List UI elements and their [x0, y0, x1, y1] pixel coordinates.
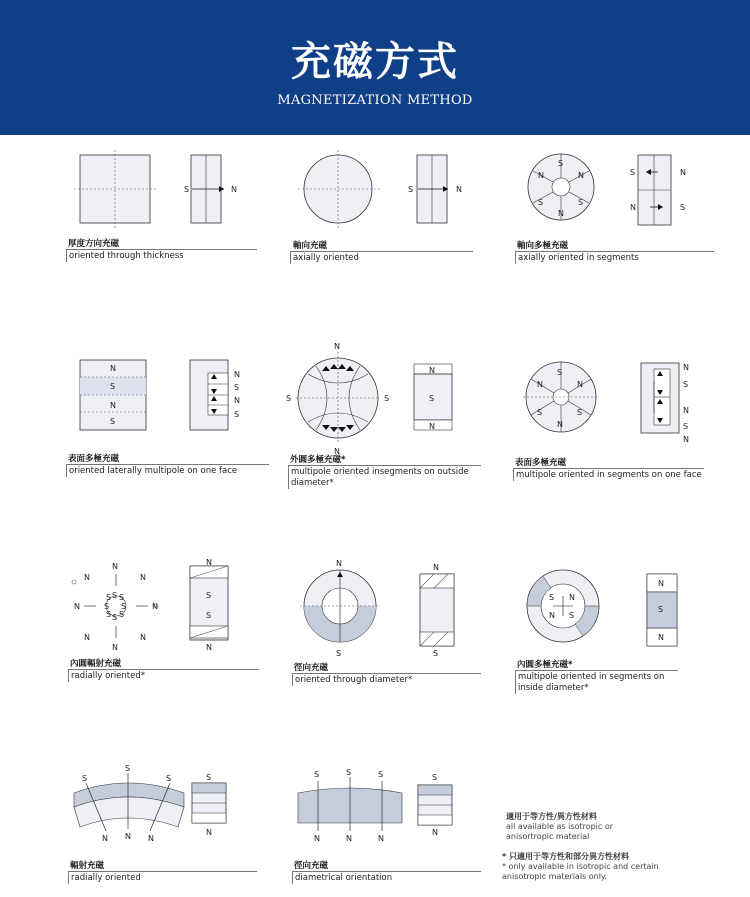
svg-text:S: S — [658, 605, 664, 614]
svg-text:N: N — [206, 828, 212, 837]
svg-text:S: S — [577, 408, 583, 417]
svg-text:N: N — [429, 422, 435, 431]
svg-text:S: S — [166, 774, 172, 783]
note-all-available — [506, 812, 666, 842]
diametrical-diagram — [290, 763, 510, 863]
outside-multipole-diagram — [286, 340, 506, 458]
svg-text:N: N — [683, 363, 689, 372]
svg-text:N: N — [336, 559, 342, 568]
svg-text:N: N — [683, 406, 689, 415]
svg-text:S: S — [104, 602, 110, 611]
label-cn: 徑向充磁 — [294, 663, 329, 673]
svg-text:S: S — [680, 203, 686, 212]
face-multipole-diagram — [513, 355, 733, 455]
svg-text:S: S — [112, 613, 118, 622]
svg-text:N: N — [152, 602, 158, 611]
svg-text:S: S — [184, 185, 190, 194]
svg-text:N: N — [74, 602, 80, 611]
label-cn: 厚度方向充磁 — [68, 239, 120, 249]
label-en: radially oriented* — [68, 669, 259, 682]
note-line2-en: * only available in isotropic and certain anisotropic materials only. — [502, 862, 659, 881]
method-through-diameter — [290, 559, 510, 692]
svg-text:N: N — [84, 633, 90, 642]
svg-text:N: N — [206, 558, 212, 567]
svg-text:S: S — [112, 591, 118, 600]
svg-text:N: N — [206, 643, 212, 652]
method-inner-radial — [66, 558, 286, 692]
inner-radial-diagram — [66, 558, 286, 662]
svg-text:N: N — [658, 579, 664, 588]
svg-text:S: S — [433, 649, 439, 658]
method-arc-radial — [66, 763, 286, 893]
svg-text:N: N — [334, 447, 340, 456]
svg-text:N: N — [429, 366, 435, 375]
svg-text:N: N — [346, 834, 352, 843]
svg-text:S: S — [106, 593, 112, 602]
svg-text:S: S — [110, 417, 116, 426]
label-cn: 表面多極充磁 — [68, 454, 120, 464]
label-en: multipole oriented insegments on outside diameter* — [288, 465, 481, 489]
label-en: axially oriented in segments — [515, 251, 714, 264]
svg-text:N: N — [557, 420, 563, 429]
header-banner — [0, 0, 750, 135]
svg-text:N: N — [558, 209, 564, 218]
svg-text:S: S — [384, 394, 390, 403]
svg-text:S: S — [569, 611, 575, 620]
svg-text:S: S — [206, 773, 212, 782]
svg-text:S: S — [121, 602, 127, 611]
page-subtitle: MAGNETIZATION METHOD — [277, 93, 473, 108]
svg-text:S: S — [549, 593, 555, 602]
note-line1-cn: 適用于等方性/異方性材料 — [506, 812, 597, 821]
svg-text:N: N — [658, 633, 664, 642]
svg-text:S: S — [110, 382, 116, 391]
svg-text:S: S — [106, 610, 112, 619]
svg-text:N: N — [148, 834, 154, 843]
svg-text:S: S — [206, 591, 212, 600]
svg-text:N: N — [84, 573, 90, 582]
svg-text:S: S — [630, 168, 636, 177]
label-en: diametrical orientation — [292, 871, 481, 884]
svg-text:N: N — [110, 401, 116, 410]
svg-text:N: N — [314, 834, 320, 843]
method-outside-multipole — [286, 340, 506, 500]
svg-text:N: N — [538, 171, 544, 180]
svg-text:S: S — [119, 610, 125, 619]
svg-text:S: S — [336, 649, 342, 658]
svg-text:S: S — [683, 422, 689, 431]
svg-text:S: S — [378, 770, 384, 779]
svg-text:S: S — [408, 185, 414, 194]
label-en: oriented through thickness — [66, 249, 257, 262]
method-thickness — [66, 150, 286, 270]
method-face-multipole — [513, 355, 743, 485]
label-cn: 內圓多極充磁* — [517, 660, 573, 670]
method-axial-segments — [513, 150, 733, 270]
svg-text:N: N — [234, 370, 240, 379]
svg-text:S: S — [119, 593, 125, 602]
method-diametrical — [290, 763, 510, 893]
svg-text:N: N — [140, 573, 146, 582]
note-line1-en: all available as isotropic or anisortropic material — [506, 822, 614, 841]
svg-text:S: S — [234, 383, 240, 392]
svg-text:N: N — [680, 168, 686, 177]
svg-text:N: N — [378, 834, 384, 843]
method-inside-multipole — [513, 562, 733, 702]
svg-text:S: S — [537, 408, 543, 417]
svg-text:S: S — [206, 611, 212, 620]
inside-multipole-diagram — [513, 562, 733, 662]
svg-text:N: N — [140, 633, 146, 642]
svg-text:N: N — [334, 342, 340, 351]
lateral-multipole-diagram — [66, 355, 286, 455]
svg-text:S: S — [125, 764, 131, 773]
label-en: axially oriented — [290, 251, 473, 264]
label-cn: 徑向充磁 — [294, 861, 329, 871]
label-cn: 外圓多極充磁* — [290, 455, 346, 465]
svg-text:S: S — [82, 774, 88, 783]
svg-text:S: S — [286, 394, 292, 403]
label-cn: 輻射充磁 — [70, 861, 105, 871]
svg-text:N: N — [549, 611, 555, 620]
svg-text:S: S — [578, 198, 584, 207]
svg-text:S: S — [429, 394, 435, 403]
label-en: oriented laterally multipole on one face — [66, 464, 269, 477]
arc-radial-diagram — [66, 763, 286, 863]
svg-text:N: N — [630, 203, 636, 212]
svg-text:N: N — [683, 435, 689, 444]
note-isotropic-only — [502, 852, 677, 882]
svg-text:N: N — [456, 185, 462, 194]
svg-text:N: N — [569, 593, 575, 602]
label-cn: 軸向充磁 — [293, 241, 328, 251]
svg-text:S: S — [234, 410, 240, 419]
label-cn: 內圓輻射充磁 — [70, 659, 122, 669]
label-en: radially oriented — [68, 871, 257, 884]
svg-text:N: N — [112, 643, 118, 652]
note-line2-cn: * 只適用于等方性和部分異方性材料 — [502, 852, 629, 861]
svg-text:S: S — [557, 368, 563, 377]
svg-text:S: S — [683, 380, 689, 389]
svg-text:N: N — [102, 834, 108, 843]
label-en: oriented through diameter* — [292, 673, 481, 686]
svg-text:S: S — [558, 159, 564, 168]
svg-text:N: N — [578, 171, 584, 180]
svg-text:N: N — [537, 380, 543, 389]
svg-text:N: N — [432, 828, 438, 837]
label-cn: 表面多極充磁 — [515, 458, 567, 468]
through-diameter-diagram — [290, 559, 510, 662]
svg-text:N: N — [433, 563, 439, 572]
svg-text:N: N — [577, 380, 583, 389]
svg-text:N: N — [125, 832, 131, 841]
method-lateral-multipole — [66, 355, 286, 480]
svg-text:N: N — [231, 185, 237, 194]
page-title: 充磁方式 — [291, 39, 459, 85]
method-axial — [290, 150, 510, 270]
svg-text:S: S — [346, 768, 352, 777]
label-cn: 軸向多極充磁 — [517, 241, 569, 251]
label-en: multipole oriented in segments on inside diameter* — [515, 670, 678, 694]
label-en: multipole oriented in segments on one face — [513, 468, 704, 481]
svg-text:N: N — [234, 396, 240, 405]
svg-text:S: S — [432, 773, 438, 782]
svg-text:S: S — [538, 198, 544, 207]
svg-text:N: N — [112, 562, 118, 571]
svg-text:S: S — [314, 770, 320, 779]
svg-text:N: N — [110, 364, 116, 373]
